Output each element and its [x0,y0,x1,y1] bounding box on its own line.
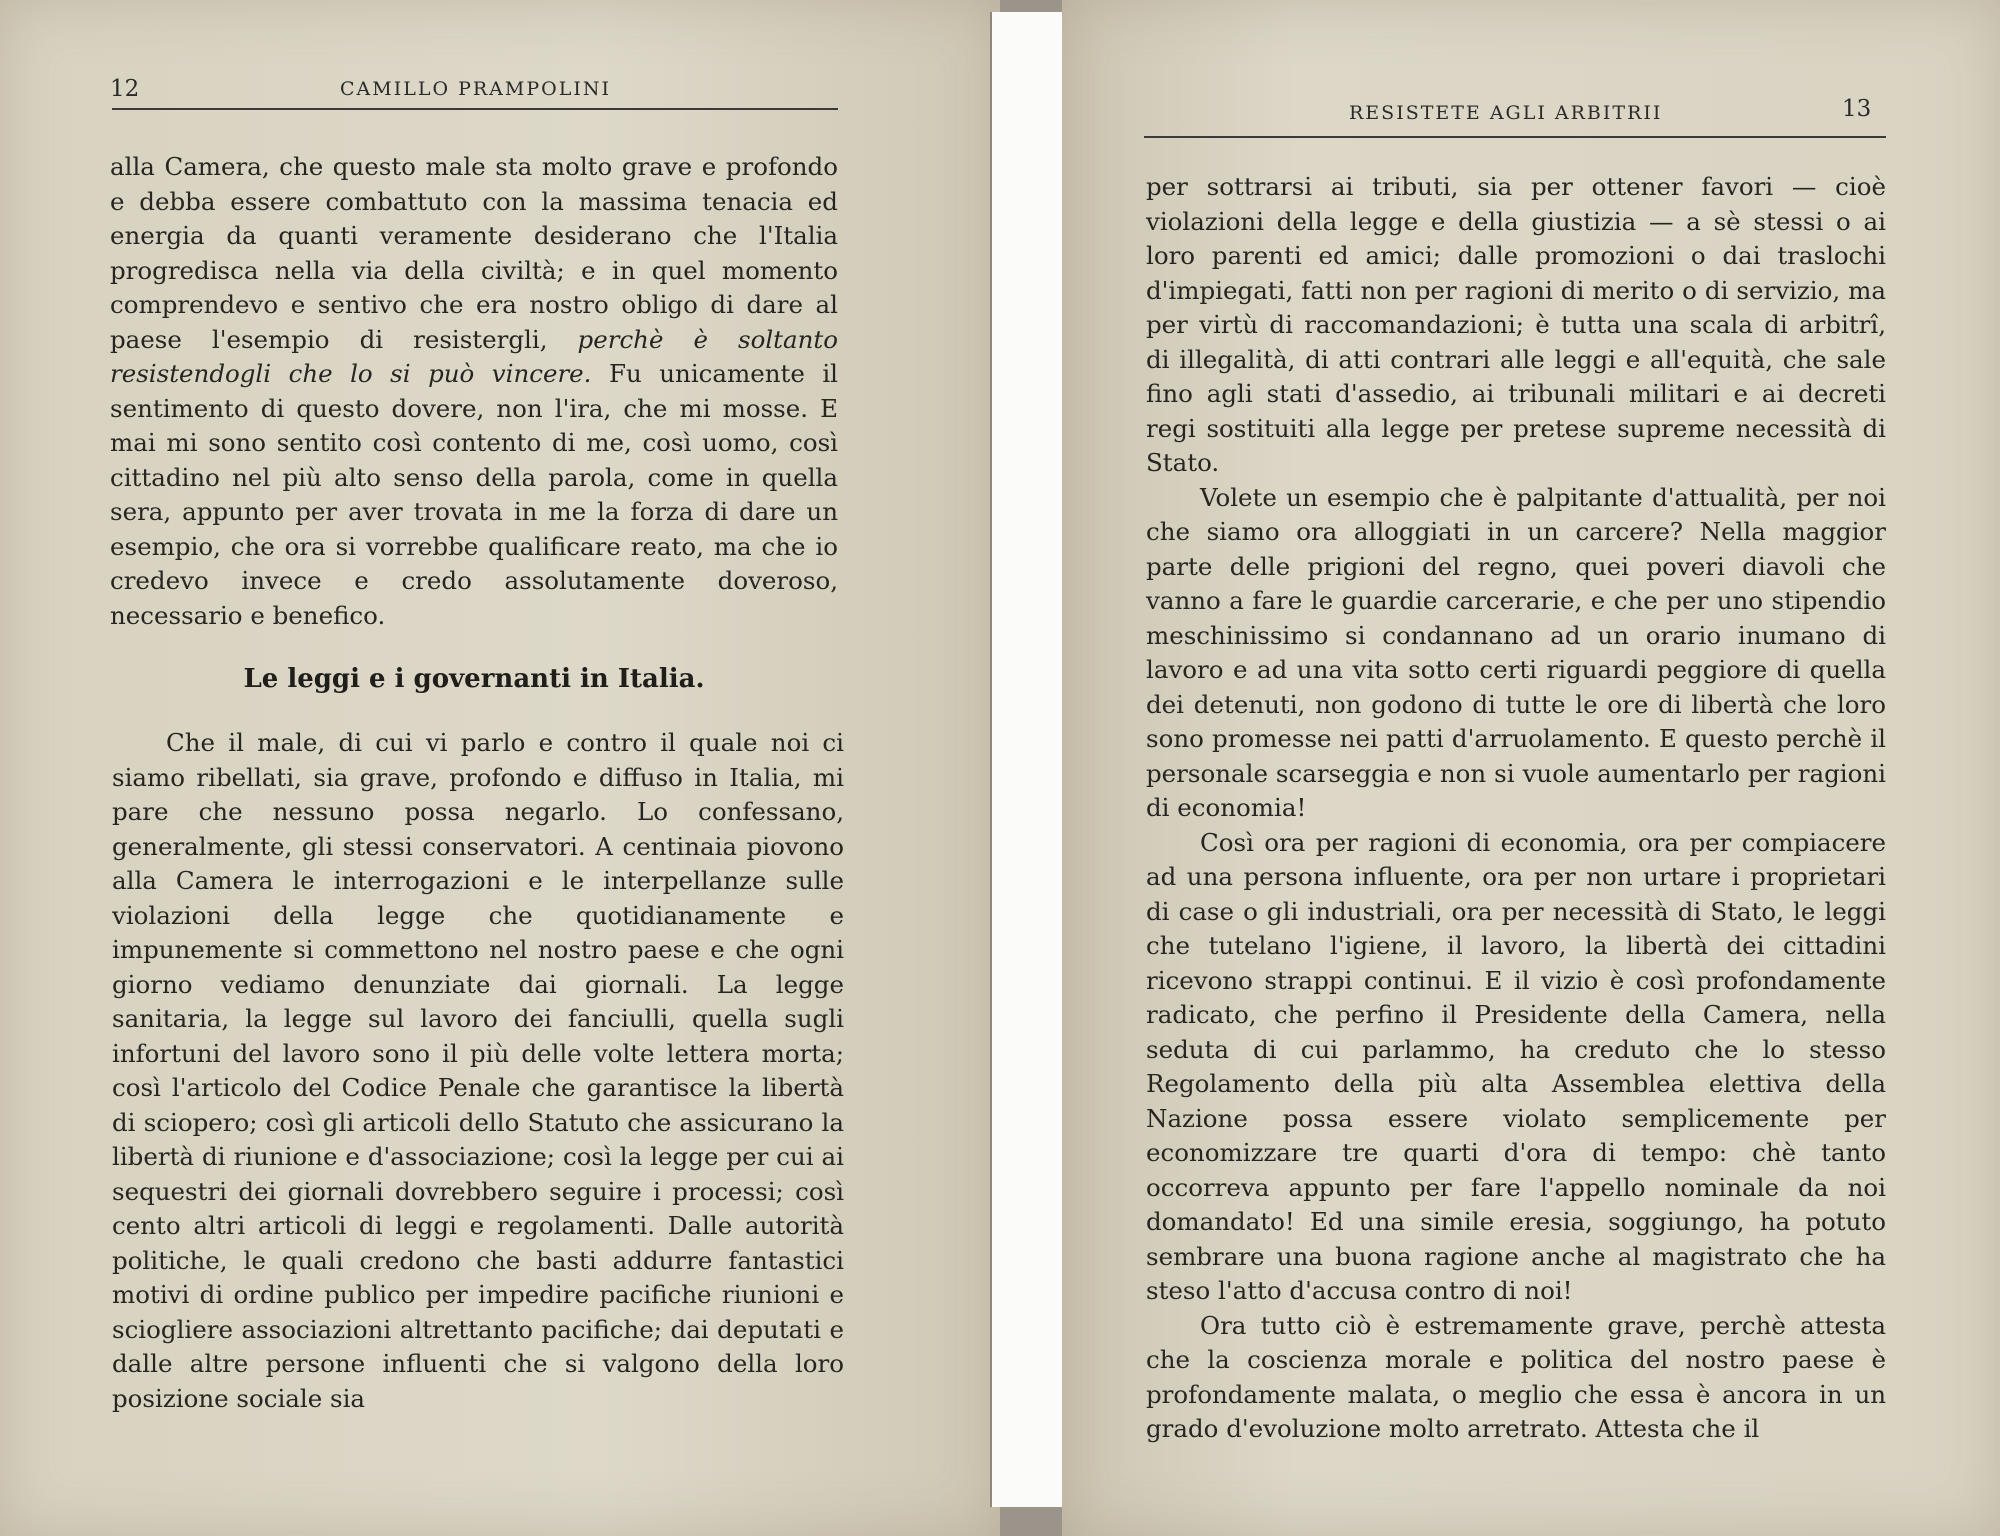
header-rule [1144,136,1886,138]
paragraph-text: per sottrarsi ai tributi, sia per ottener favori — cioè violazioni della legge e della giustizia — a sè stessi o ai loro parenti ed amici; dalle promozioni o dai traslochi d'impiegati, fatti non per ragioni di merito o di servizio, ma per virtù di raccomandazioni; è tutta una scala di arbitrî, di illegalità, di atti contrari alle leggi e all'equità, che sale fino agli stati d'assedio, ai tribunali militari e ai decreti regi sostituiti alla legge per pretese supreme necessità di Stato. [1146,172,1886,477]
left-paragraph-1 [110,150,838,633]
italic-text: perchè è soltanto resistendogli che lo si può vincere. [110,324,838,388]
text-run: alla Camera, che questo male sta molto grave e profondo e debba essere combattuto con la massima tenacia ed energia da quanti veramente desiderano che l'Italia progredisca nella via della civiltà; e in quel momento comprendevo e sentivo che era nostro obligo di dare al paese l'esempio di resistergli, [110,152,838,354]
right-page [1062,0,2000,1536]
paragraph-text: Che il male, di cui vi parlo e contro il quale noi ci siamo ribellati, sia grave, profondo e diffuso in Italia, mi pare che nessuno possa negarlo. Lo confessano, generalmente, gli stessi conservatori. A centinaia piovono alla Camera le interrogazioni e le interpellanze sulle violazioni della legge che quotidianamente e impunemente si commettono nel nostro paese e che ogni giorno vediamo denunziate dai giornali. La legge sanitaria, la legge sul lavoro dei fanciulli, quella sugli infortuni del lavoro sono il più delle volte lettera morta; così l'articolo del Codice Penale che garantisce la libertà di sciopero; così gli articoli dello Statuto che assicurano la libertà di riunione e d'associazione; così la legge per cui ai sequestri dei giornali dovrebbero seguire i processi; così cento altri articoli di leggi e regolamenti. Dalle autorità politiche, le quali credono che basti addurre fantastici motivi di ordine publico per impedire pacifiche riunioni e sciogliere associazioni altrettanto pacifiche; dai deputati e dalle altre persone influenti che si valgono della loro posizione sociale sia [112,728,844,1413]
text-run: Fu unicamente il sentimento di questo dovere, non l'ira, che mi mosse. E mai mi sono sentito così contento di me, così uomo, così cittadino nel più alto senso della parola, come in quella sera, appunto per aver trovata in me la forza di dare un esempio, che ora si vorrebbe qualificare reato, ma che io credevo invece e credo assolutamente doveroso, necessario e benefico. [110,359,839,630]
left-paragraph-2 [112,726,844,1416]
header-rule [112,108,838,110]
page-number: 13 [1842,96,1872,122]
right-text-block [1146,170,1886,1447]
page-number: 12 [110,76,140,102]
paragraph-text: Volete un esempio che è palpitante d'attualità, per noi che siamo ora alloggiati in un carcere? Nella maggior parte delle prigioni del regno, quei poveri diavoli che vanno a fare le guardie carcerarie, e che per uno stipendio meschinissimo si condannano ad un orario inumano di lavoro e ad una vita sotto certi riguardi peggiore di quella dei detenuti, non godono di tutte le ore di libertà che loro sono promesse nei patti d'arruolamento. E questo perchè il personale scarseggia e non si vuole aumentarlo per ragioni di economia! [1146,482,1886,822]
running-head: RESISTETE AGLI ARBITRII [1349,102,1663,124]
running-head: CAMILLO PRAMPOLINI [340,78,611,100]
paragraph-text: Così ora per ragioni di economia, ora per compiacere ad una persona influente, ora per non urtare i proprietari di case o gli industriali, ora per necessità di Stato, le leggi che tutelano l'igiene, il lavoro, la libertà dei cittadini ricevono strappi continui. E il vizio è così profondamente radicato, che perfino il Presidente della Camera, nella seduta di cui parlammo, ha creduto che lo stesso Regolamento della più alta Assemblea elettiva della Nazione possa essere violato semplicemente per economizzare tre quarti d'ora di tempo: chè tanto occorreva appunto per fare l'appello nominale da noi domandato! Ed una simile eresia, soggiungo, ha potuto sembrare una buona ragione anche al magistrato che ha steso l'atto d'accusa contro di noi! [1146,827,1886,1305]
paragraph-text: Ora tutto ciò è estremamente grave, perchè attesta che la coscienza morale e politica del nostro paese è profondamente malata, o meglio che essa è ancora in un grado d'evoluzione molto arretrato. Attesta che il [1146,1310,1886,1443]
section-heading: Le leggi e i governanti in Italia. [243,664,705,694]
